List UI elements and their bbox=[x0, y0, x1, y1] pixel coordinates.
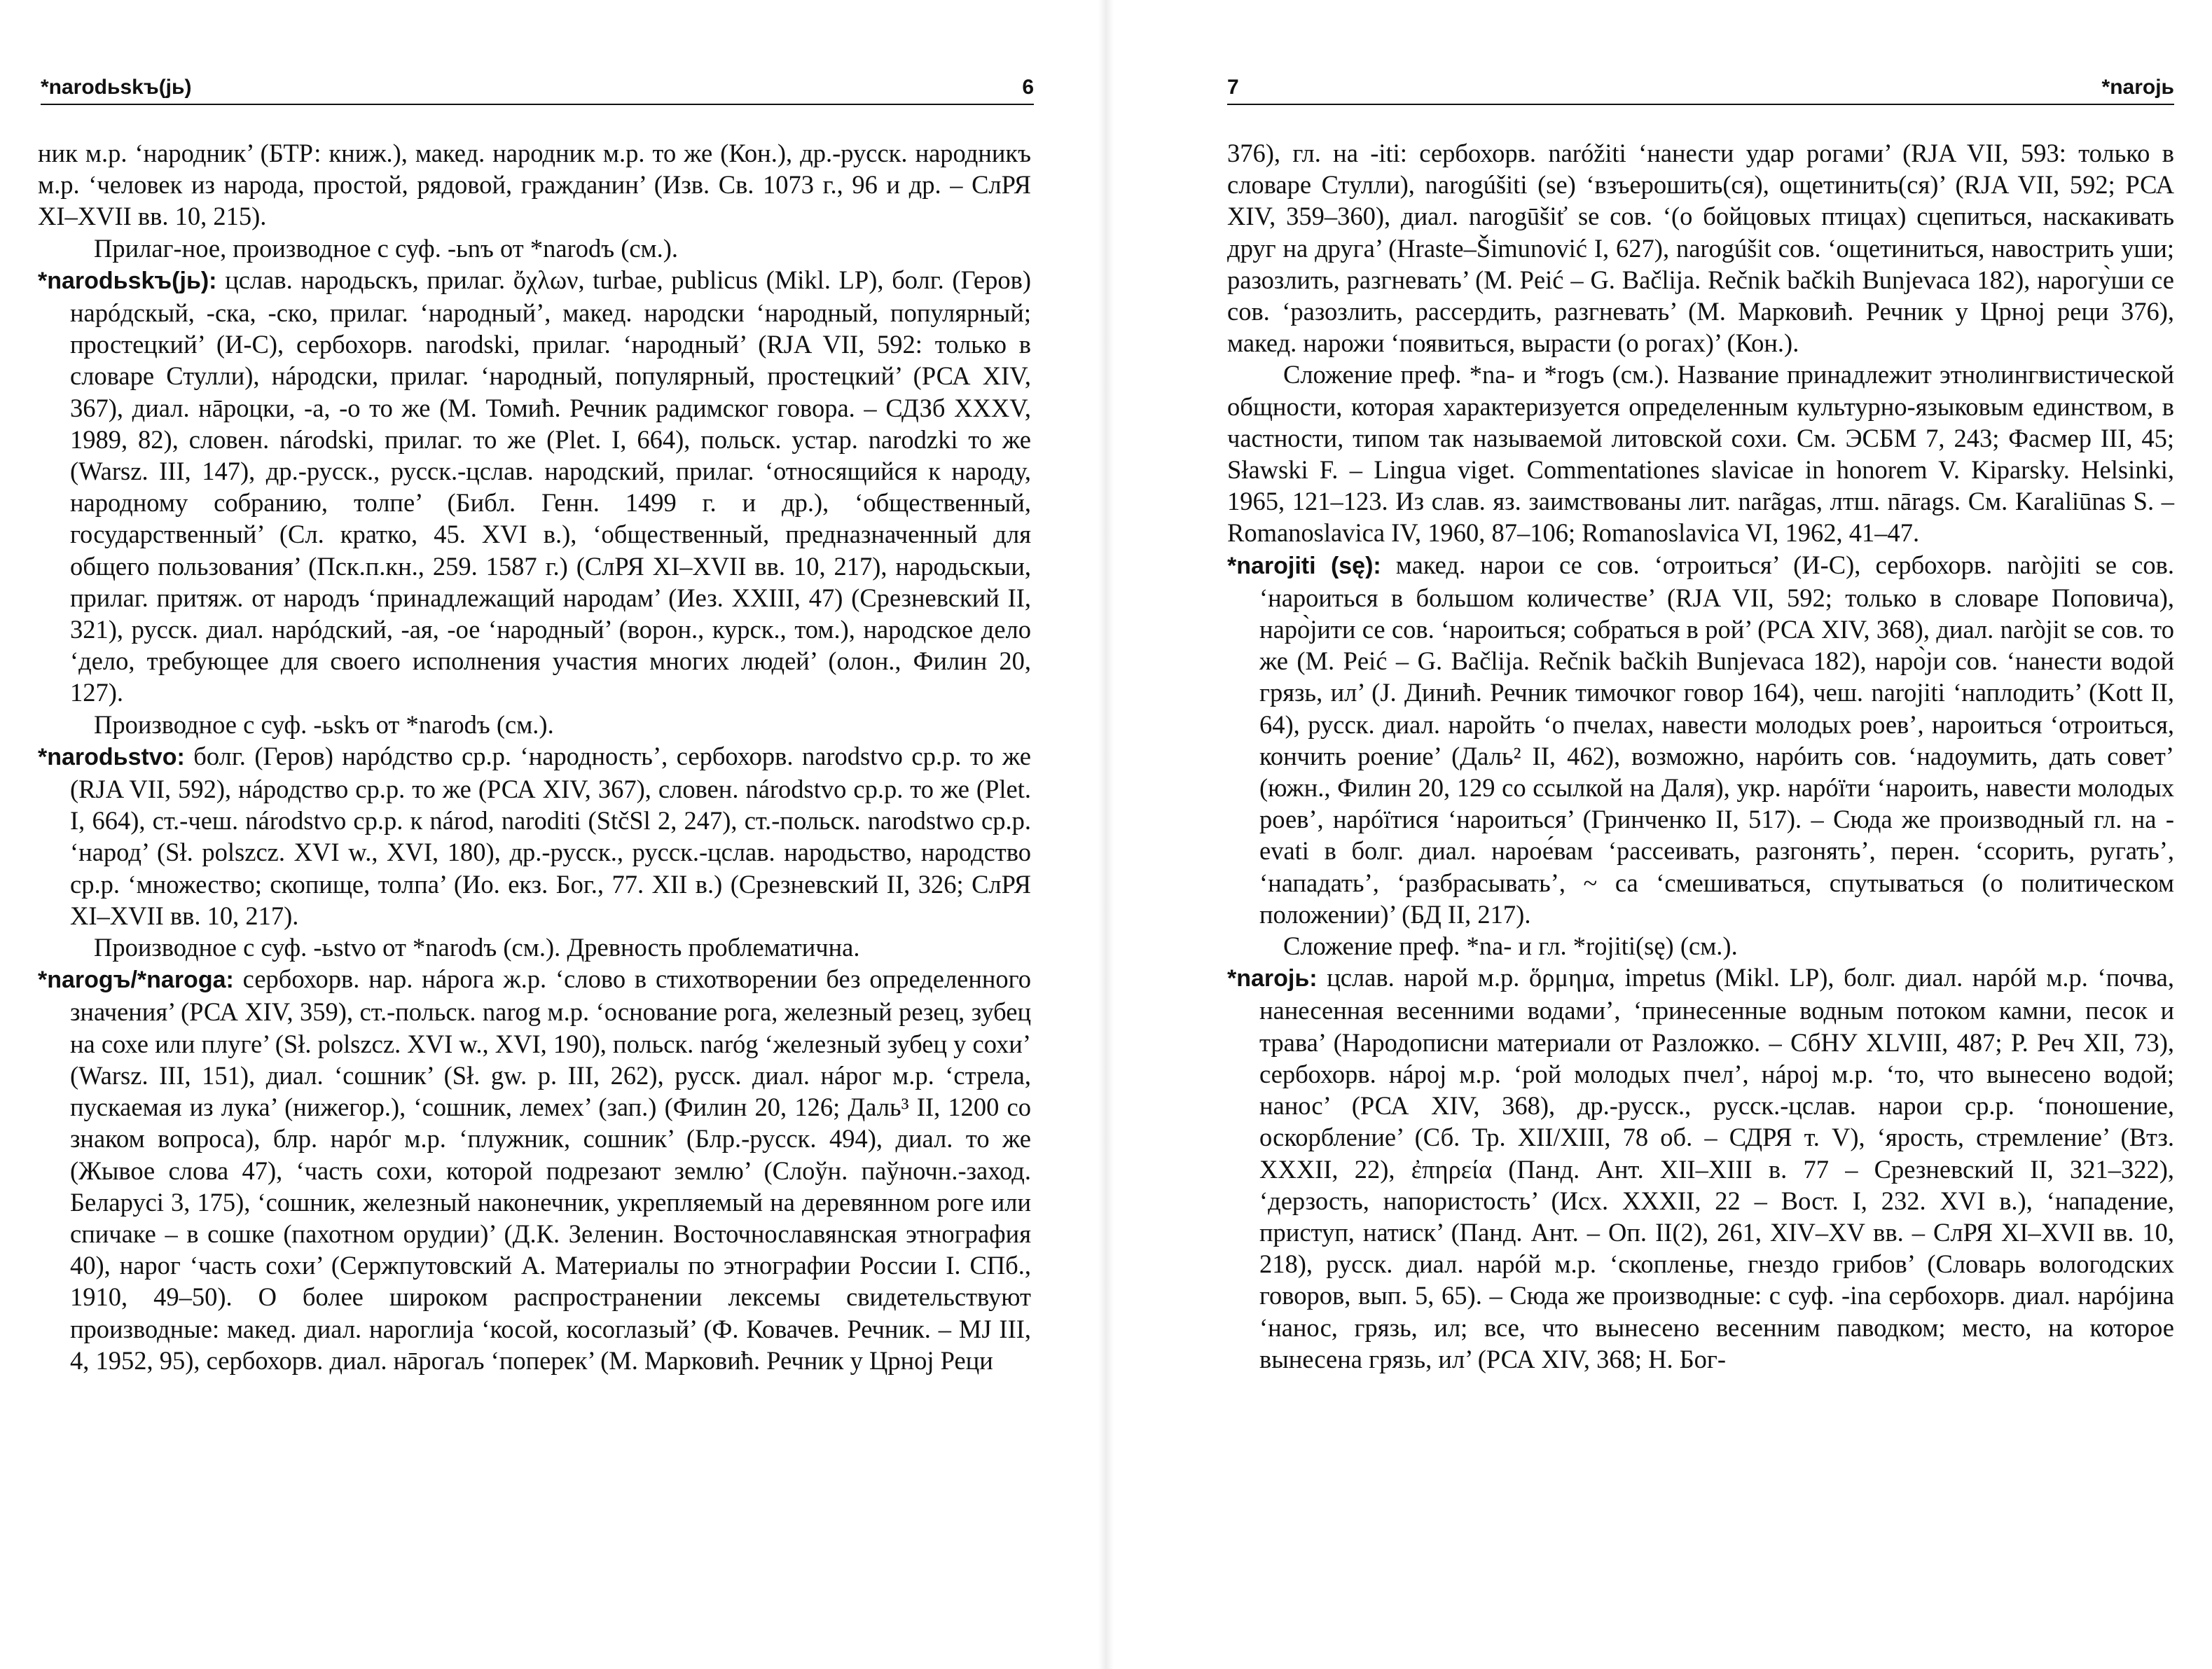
entry-text: макед. нарои се сов. ‘отроиться’ (И-С), сербохорв. naròjiti se сов. ‘нароиться в большом количестве’ (RJA VII, 592; только в словаре Поповича), наро̀јити се сов. ‘нароиться; собраться в рой’ (РСА XIV, 368), диал. naròjit se сов. то же (M. Peić – G. Bačlija. Rečnik bačkih Bunjevaca 182), наро̀ји сов. ‘нанести водой грязь, ил’ (J. Динић. Речник тимочког говор 164), чеш. narojiti ‘наплодить’ (Kott II, 64), русск. диал. наройть ‘о пчелах, навести молодых роев’, нароиться ‘отроиться, кончить роение’ (Даль² II, 462), возможно, нарóить сов. ‘надоумить, дать совет’ (южн., Филин 20, 129 со ссылкой на Даля), укр. нарóїти ‘нароить, навести молодых роев’, нарóїтися ‘нароиться’ (Гринченко II, 517). – Сюда же производный гл. на -evati в болг. диал. нарое́вам ‘рассеивать, разгонять’, перен. ‘ссорить, ругать’, ‘нападать’, ‘разбрасывать’, ~ са ‘смешиваться, спутываться (о политическом положении)’ (БД II, 217). bbox=[1259, 550, 2174, 929]
dictionary-entry bbox=[1227, 549, 2174, 930]
running-head-title: *narodьskъ(jь) bbox=[41, 76, 192, 99]
header-rule bbox=[41, 104, 1034, 105]
page-body bbox=[1227, 137, 2174, 1375]
entry-text: сербохорв. нар. нáрога ж.р. ‘слово в стихотворении без определенного значения’ (РСА XIV, 359), ст.-польск. narog м.р. ‘основание рога, железный резец, зубец на сохе или плуге’ (Sł. polszcz. XVI w., XVI, 190), польск. naróg ‘железный зубец у сохи’ (Warsz. III, 151), диал. ‘сошник’ (Sł. gw. p. III, 262), русск. диал. нáрог м.р. ‘стрела, пускаемая из лука’ (нижегор.), ‘сошник, лемех’ (зап.) (Филин 20, 126; Даль³ II, 1200 со знаком вопроса), блр. нарóг м.р. ‘плужник, сошник’ (Блр.-русск. 494), диал. то же (Жывое слова 47), ‘часть сохи, которой подрезают землю’ (Слоўн. паўночн.-заход. Беларусі 3, 175), ‘сошник, железный наконечник, укрепляемый на деревянном роге или спичаке – в сошке (пахотном орудии)’ (Д.К. Зеленин. Восточнославянская этнография 40), нарог ‘часть сохи’ (Сержпутовский А. Материалы по этнографии России I. СПб., 1910, 49–50). О более широком распространении лексемы свидетельствуют производные: макед. диал. нароглија ‘косой, косоглазый’ (Ф. Ковачев. Речник. – МЈ III, 4, 1952, 95), сербохорв. диал. нāрогаљ ‘поперек’ (М. Марковић. Речник у Црној Реци bbox=[70, 964, 1031, 1375]
right-page bbox=[1106, 0, 2212, 1669]
header-rule bbox=[1227, 104, 2174, 105]
entry-headword: *narodьstvo: bbox=[38, 743, 185, 770]
paragraph-etymology: Сложение преф. *na- и *rogъ (см.). Название принадлежит этнолингвистической общности, которая характеризуется определенным культурно-языковым единством, в частности, типом так называемой литовской сохи. См. ЭСБМ 7, 243; Фасмер III, 45; Sławski F. – Lingua viget. Commentationes slavicae in honorem V. Kiparsky. Helsinki, 1965, 121–123. Из слав. яз. заимствованы лит. narãgas, лтш. nārags. См. Karaliūnas S. – Romanoslavica IV, 1960, 87–106; Romanoslavica VI, 1962, 41–47. bbox=[1227, 360, 2174, 548]
running-head bbox=[1227, 70, 2174, 105]
entry-headword: *narogъ/*naroga: bbox=[38, 967, 234, 994]
entry-text: болг. (Геров) нарóдство ср.р. ‘народность’, сербохорв. narodstvo ср.р. то же (RJA VII, 592), нáродство ср.р. то же (РСА XIV, 367), словен. národstvo ср.р. то же (Plet. I, 664), ст.-чеш. národstvo ср.р. к národ, naroditi (StčSl 2, 247), ст.-польск. narodstwo ср.р. ‘народ’ (Sł. polszcz. XVI w., XVI, 180), др.-русск., русск.-цслав. народьство, народство ср.р. ‘множество; скопище, толпа’ (Ио. екз. Бог., 77. XII в.) (Срезневский II, 326; СлРЯ XI–XVII вв. 10, 217). bbox=[70, 741, 1031, 930]
page-number: 7 bbox=[1227, 76, 1239, 99]
paragraph-etymology: Производное с суф. -ьskъ от *narodъ (см.). bbox=[94, 709, 554, 739]
paragraph-continuation: 376), гл. на -iti: сербохорв. naróžiti ‘нанести удар рогами’ (RJA VII, 593: только в словаре Стулли), narogúšiti (se) ‘взъерошить(ся), ощетинить(ся)’ (RJA VII, 592; РСА XIV, 359–360), диал. narogūšiť se сов. ‘(о бойцовых птицах) сцепиться, наскакивать друг на друга’ (Hraste–Šimunović I, 627), narogúšit сов. ‘ощетиниться, навострить уши; разозлить, разгневать’ (M. Peić – G. Bačlija. Rečnik bačkih Bunjevaca 182), нарогу̀ши се сов. ‘разозлить, рассердить, разгневать’ (М. Марковић. Речник у Црној реци 376), макед. нарожи ‘появиться, вырасти (о рогах)’ (Кон.). bbox=[1227, 139, 2174, 358]
running-head bbox=[41, 70, 1034, 105]
page-number: 6 bbox=[1022, 76, 1034, 99]
entry-text: цслав. нарой м.р. ὅρμημα, impetus (Mikl. LP), болг. диал. нарóй м.р. ‘почва, нанесенная весенними водами’, ‘принесенные водным потоком камни, песок и трава’ (Народописни материали от Разложко. – СбНУ XLVIII, 487; Р. Реч XII, 73), сербохорв. нáрој м.р. ‘рой молодых пчел’, нáрој м.р. ‘то, что вынесено водой; нанос’ (РСА XIV, 368), др.-русск., русск.-цслав. нарои ср.р. ‘поношение, оскорбление’ (Сб. Тр. XII/XIII, 78 об. – СДРЯ т. V), ‘ярость, стремление’ (Втз. XXXII, 22), ἐπηρεία (Панд. Ант. XII–XIII в. 77 – Срезневский II, 321–322), ‘дерзость, напористость’ (Исх. XXXII, 22 – Вост. I, 232. XVI в.), ‘нападение, приступ, натиск’ (Панд. Ант. – Оп. II(2), 261, XIV–XV вв. – СлРЯ XI–XVII вв. 10, 218), русск. диал. нарóй м.р. ‘скопленье, гнездо грибов’ (Словарь вологодских говоров, вып. 5, 65). – Сюда же производные: с суф. -ina сербохорв. диал. нарóјина ‘нанос, грязь, ил; все, что вынесено весенним паводком; место, на которое вынесена грязь, ил’ (РСА XIV, 368; Н. Бог- bbox=[1259, 963, 2175, 1373]
entry-headword: *narojiti (sę): bbox=[1227, 552, 1381, 579]
entry-headword: *narojь: bbox=[1227, 965, 1318, 992]
entry-text: цслав. народьскъ, прилаг. ὄχλων, turbae, publicus (Mikl. LP), болг. (Геров) нарóдскый, -ска, -ско, прилаг. ‘народный’, макед. народски ‘народный, популярный; простецкий’ (И-С), сербохорв. narodski, прилаг. ‘народный’ (RJA VII, 592: только в словаре Стулли), нáродски, прилаг. ‘народный, популярный, простецкий’ (РСА XIV, 367), диал. нāроцки, -а, -о то же (М. Томић. Речник радимског говора. – СДЗб XXXV, 1989, 82), словен. národski, прилаг. то же (Plet. I, 664), польск. устар. narodzki то же (Warsz. III, 147), др.-русск., русск.-цслав. народский, прилаг. ‘относящийся к народу, народному собранию, толпе’ (Библ. Генн. 1499 г. и др.), ‘общественный, государственный’ (Сл. кратко, 45. XVI в.), ‘общественный, предназначенный для общего пользования’ (Пск.п.кн., 259. 1587 г.) (СлРЯ XI–XVII вв. 10, 217), народьскыи, прилаг. притяж. от народъ ‘принадлежащий народам’ (Иез. XXIII, 47) (Срезневский II, 321), русск. диал. нарóдский, -ая, -ое ‘народный’ (ворон., курск., том.), народское дело ‘дело, требующее для своего исполнения участия многих людей’ (олон., Филин 20, 127). bbox=[70, 265, 1031, 707]
dictionary-entry bbox=[38, 740, 1031, 932]
page-body bbox=[38, 137, 1031, 1376]
paragraph-continuation: ник м.р. ‘народник’ (БТР: книж.), макед. народник м.р. то же (Кон.), др.-русск. народникъ м.р. ‘человек из народа, простой, рядовой, гражданин’ (Изв. Св. 1073 г., 96 и др. – СлРЯ XI–XVII вв. 10, 215). bbox=[38, 139, 1031, 231]
paragraph-etymology: Прилаг-ное, производное с суф. -ьnъ от *narodъ (см.). bbox=[94, 233, 679, 263]
paragraph-etymology: Производное с суф. -ьstvo от *narodъ (см.). Древность проблематична. bbox=[94, 933, 860, 962]
dictionary-entry bbox=[38, 264, 1031, 709]
entry-headword: *narodьskъ(jь): bbox=[38, 267, 217, 294]
paragraph-etymology: Сложение преф. *na- и гл. *rojiti(sę) (см.). bbox=[1283, 932, 1738, 961]
dictionary-entry bbox=[1227, 962, 2174, 1375]
dictionary-entry bbox=[38, 963, 1031, 1376]
running-head-title: *narojь bbox=[2101, 76, 2174, 99]
